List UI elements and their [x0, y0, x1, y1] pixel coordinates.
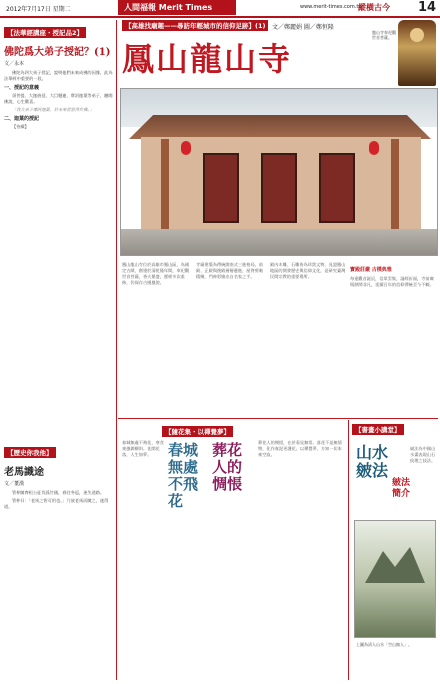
article-body — [4, 490, 114, 510]
section-divider — [118, 418, 438, 419]
temple-pillar — [161, 139, 169, 231]
article-tag: 【歷史你我他】 — [4, 447, 56, 458]
feature-subhead: 寶殿莊嚴 古樸典雅 — [350, 267, 392, 273]
temple-photo — [120, 88, 438, 256]
lantern — [369, 141, 379, 155]
issue-date: 2012年7月17日 星期二 — [6, 6, 71, 13]
essay-tag: 【隨花集・以禪覺夢】 — [162, 426, 233, 437]
essay-body-col: 春城無處不飛花，寒食東風御柳斜。花開花落，人生如夢。 — [122, 440, 164, 457]
subheading: 二、迦葉的授記 — [4, 116, 40, 122]
essay-title: 春城無處不飛花 — [168, 441, 199, 510]
feature-byline: 文／鄭麗娟 圖／鄭恒隆 — [272, 24, 334, 31]
newspaper-logo: 人間福報 Merit Times — [118, 0, 236, 15]
section-name: 縱橫古今 — [358, 2, 390, 12]
column-divider — [348, 420, 349, 680]
lotus-sutra-article — [4, 20, 114, 440]
statue-caption: 龍山寺奉祀觀世音菩薩。 — [372, 30, 396, 40]
painting-title: 山水皴法 — [356, 443, 389, 480]
lantern — [181, 141, 191, 155]
article-title: 老馬識途 — [4, 467, 44, 478]
feature-body-col: 鳳山龍山寺位於高雄市鳳山區，為國定古蹟，創建於清乾隆年間，奉祀觀世音菩薩，香火鼎盛，歷經多次重修，仍保存古樸風貌。 — [122, 262, 190, 285]
feature-tag: 【高雄找廟趣——尋訪年輕城市的信仰足跡】(1) — [122, 20, 268, 31]
temple-door — [203, 153, 239, 223]
paragraph: 佛陀為四大弟子授記，說明他們未來成佛的因緣，此為法華經中重要的一段。 — [4, 70, 113, 81]
page-number: 14 — [418, 0, 437, 15]
subheading: 一、授記的意義 — [4, 85, 40, 91]
header-rule — [0, 16, 440, 18]
article-byline: 文／永本 — [4, 61, 25, 67]
history-article — [4, 440, 114, 680]
feature-title: 鳳山龍山寺 — [122, 40, 293, 78]
quote: 「我大弟子摩訶迦葉，於未來世當得作佛。」 — [12, 107, 94, 112]
page-header — [0, 0, 440, 16]
paragraph: 須菩提、大迦旃延、大目犍連、摩訶迦葉等弟子，聽聞佛說，心生歡喜。 — [4, 93, 113, 104]
essay-body-col: 葬花人的惆悵，在於看見無常。落花不是無情物，化作春泥更護花。以禪覺夢，方知一切本來空寂。 — [258, 440, 342, 457]
feature-body-col: 殿內木雕、石雕皆為珍貴文物，見證鳳山地區的開發歷史與信仰文化，是研究臺灣民間宗教的重要場所。 — [270, 262, 346, 279]
article-title: 佛陀爲大弟子授記？(1) — [4, 47, 111, 58]
temple-pillar — [391, 139, 399, 231]
article-byline: 文／董漢 — [4, 481, 25, 487]
guanyin-statue-image — [398, 20, 436, 86]
landscape-painting-image — [354, 520, 436, 638]
paragraph-end: 【待續】 — [12, 124, 29, 129]
paragraph: 管仲曰：「老馬之智可用也。」乃放老馬而隨之，遂得道。 — [4, 498, 109, 509]
temple-steps — [121, 229, 437, 256]
feature-body-col: 寺廟建築為傳統閩南式三進格局，前殿、正殿與後殿層層遞進，屋脊剪黏精緻，門神彩繪出自名家之手。 — [196, 262, 264, 279]
paragraph: 管仲隨齊桓公征伐孤竹國，春往冬返，迷失道路。 — [12, 490, 105, 495]
temple-door — [319, 153, 355, 223]
feature-body-col: 每逢觀音誕辰，信眾雲集，誦經祈福，寺前廣場熱鬧非凡，延續百年的信仰傳統至今不輟。 — [350, 276, 434, 287]
website-url[interactable]: www.merit-times.com.tw — [300, 4, 363, 10]
column-divider — [116, 20, 117, 680]
essay-subtitle: 葬花人的惆悵 — [212, 441, 243, 493]
article-tag: 【法華經講座・授記品2】 — [4, 27, 86, 38]
temple-door — [261, 153, 297, 223]
article-body — [4, 70, 114, 130]
painting-subtitle: 皴法簡介 — [392, 478, 411, 499]
painting-tag: 【書畫小講堂】 — [352, 424, 404, 435]
painting-body: 皴法為中國山水畫表現山石紋理之技法。 — [410, 446, 436, 463]
painting-caption: 上圖為清人山水「空山無人」。 — [356, 642, 412, 647]
